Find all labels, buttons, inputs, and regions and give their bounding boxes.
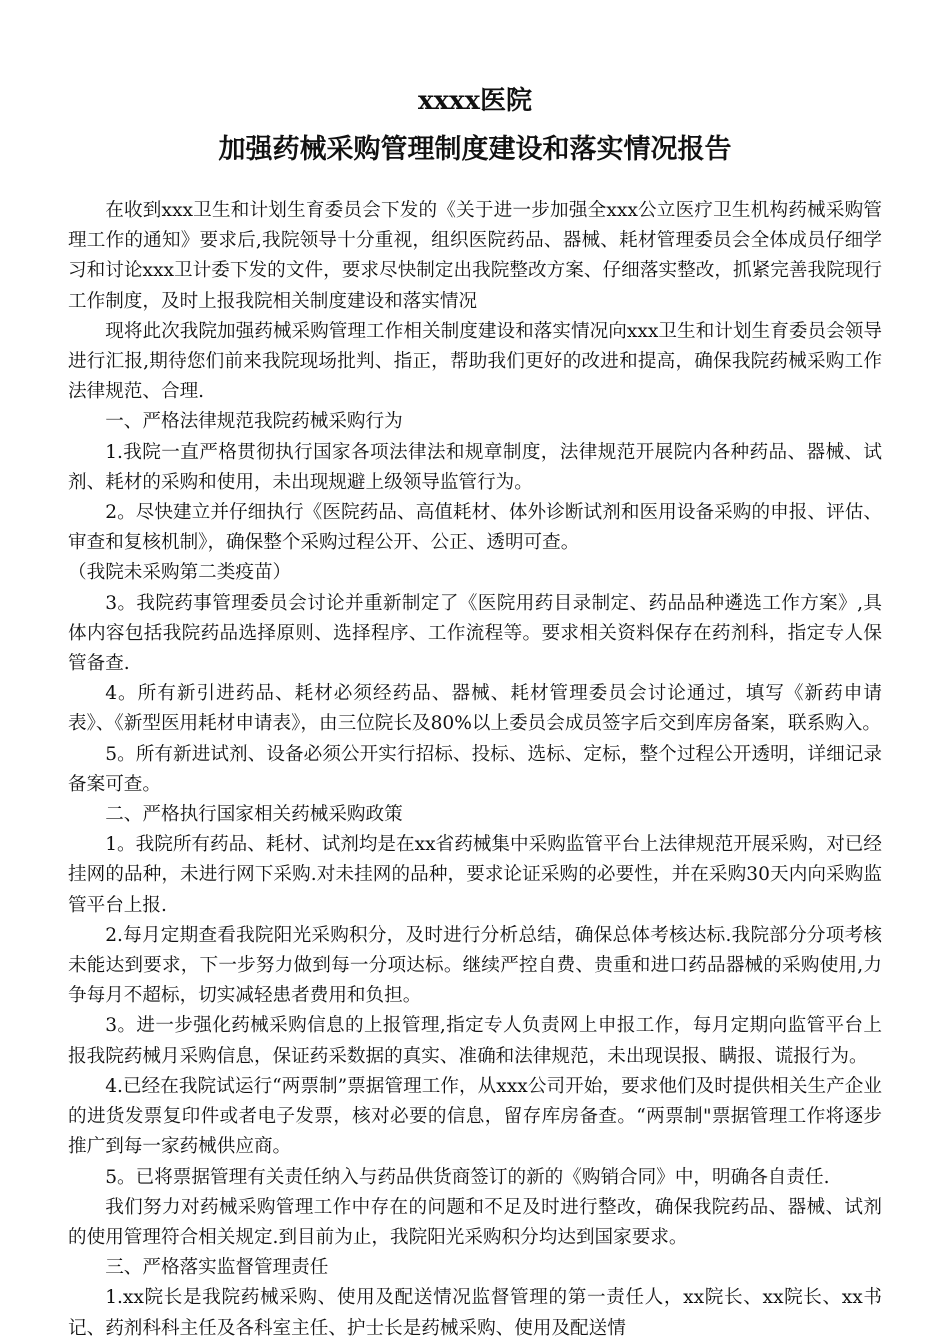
report-body	[68, 196, 882, 1344]
paragraph-2-3: 3。进一步强化药械采购信息的上报管理,指定专人负责网上申报工作，每月定期向监管平台上报我院药械月采购信息，保证药采数据的真实、准确和法律规范，未出现误报、瞒报、谎报行为。	[68, 1015, 882, 1067]
paragraph-1-3: 3。我院药事管理委员会讨论并重新制定了《医院用药目录制定、药品品种遴选工作方案》,具体内容包括我院药品选择原则、选择程序、工作流程等。要求相关资料保存在药剂科，指定专人保管备查.	[68, 592, 882, 675]
paragraph-2-5: 5。已将票据管理有关责任纳入与药品供货商签订的新的《购销合同》中，明确各自责任.	[105, 1166, 830, 1188]
paragraph-report: 现将此次我院加强药械采购管理工作相关制度建设和落实情况向xxx卫生和计划生育委员会领导进行汇报,期待您们前来我院现场批判、指正，帮助我们更好的改进和提高，确保我院药械采购工作法律规范、合理.	[68, 320, 882, 403]
paragraph-3-1: 1.xx院长是我院药械采购、使用及配送情况监督管理的第一责任人，xx院长、xx院长、xx书记、药剂科科主任及各科室主任、护士长是药械采购、使用及配送情	[68, 1287, 882, 1339]
paragraph-1-2-note: （我院未采购第二类疫苗）	[68, 562, 292, 584]
paragraph-2-1: 1。我院所有药品、耗材、试剂均是在xx省药械集中采购监管平台上法律规范开展采购，对已经挂网的品种，未进行网下采购.对未挂网的品种，要求论证采购的必要性，并在采购30天内向采购监管平台上报.	[68, 834, 882, 916]
paragraph-intro: 在收到xxx卫生和计划生育委员会下发的《关于进一步加强全xxx公立医疗卫生机构药械采购管理工作的通知》要求后,我院领导十分重视，组织医院药品、器械、耗材管理委员会全体成员仔细学习和讨论xxx卫计委下发的文件，要求尽快制定出我院整改方案、仔细落实整改，抓紧完善我院现行工作制度，及时上报我院相关制度建设和落实情况	[68, 200, 882, 312]
paragraph-1-4: 4。所有新引进药品、耗材必须经药品、器械、耗材管理委员会讨论通过，填写《新药申请表》、《新型医用耗材申请表》，由三位院长及80%以上委员会成员签字后交到库房备案，联系购入。	[68, 683, 882, 735]
hospital-name: xxxx医院	[417, 86, 532, 116]
paragraph-1-2: 2。尽快建立并仔细执行《医院药品、高值耗材、体外诊断试剂和医用设备采购的申报、评估、审查和复核机制》，确保整个采购过程公开、公正、透明可查。	[68, 502, 882, 554]
section-heading-2: 二、严格执行国家相关药械采购政策	[105, 804, 403, 826]
paragraph-1-1: 1.我院一直严格贯彻执行国家各项法律法和规章制度，法律规范开展院内各种药品、器械、试剂、耗材的采购和使用，未出现规避上级领导监管行为。	[68, 441, 882, 493]
paragraph-1-5: 5。所有新进试剂、设备必须公开实行招标、投标、选标、定标，整个过程公开透明，详细记录备案可查。	[68, 743, 882, 795]
paragraph-2-4: 4.已经在我院试运行“两票制”票据管理工作，从xxx公司开始，要求他们及时提供相关生产企业的进货发票复印件或者电子发票，核对必要的信息，留存库房备查。“两票制"票据管理工作将逐步推广到每一家药械供应商。	[68, 1075, 882, 1158]
paragraph-2-2: 2.每月定期查看我院阳光采购积分，及时进行分析总结，确保总体考核达标.我院部分分项考核未能达到要求，下一步努力做到每一分项达标。继续严控自费、贵重和进口药品器械的采购使用,力争每月不超标，切实减轻患者费用和负担。	[68, 924, 882, 1007]
paragraph-summary: 我们努力对药械采购管理工作中存在的问题和不足及时进行整改，确保我院药品、器械、试剂的使用管理符合相关规定.到目前为止，我院阳光采购积分均达到国家要求。	[68, 1196, 882, 1248]
section-heading-1: 一、严格法律规范我院药械采购行为	[105, 411, 403, 433]
section-heading-3: 三、严格落实监督管理责任	[105, 1257, 329, 1279]
report-title: 加强药械采购管理制度建设和落实情况报告	[218, 134, 732, 165]
